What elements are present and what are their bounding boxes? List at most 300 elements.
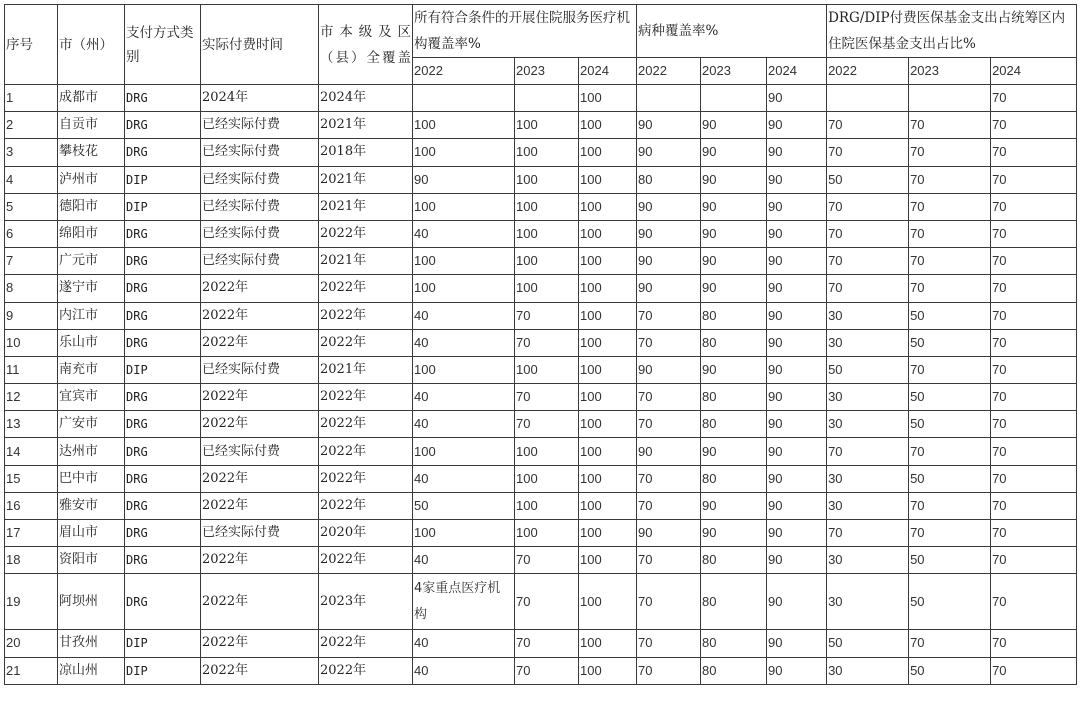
cell-actual-time: 2022年 [201, 329, 319, 356]
cell-institution-coverage: 40 [413, 220, 515, 247]
cell-disease-coverage: 90 [637, 248, 701, 275]
cell-disease-coverage: 70 [637, 302, 701, 329]
cell-institution-coverage: 70 [515, 657, 579, 684]
cell-fund-ratio: 70 [909, 520, 991, 547]
cell-disease-coverage: 70 [637, 329, 701, 356]
cell-seq: 10 [5, 329, 58, 356]
cell-seq: 17 [5, 520, 58, 547]
cell-institution-coverage: 100 [413, 438, 515, 465]
cell-institution-coverage: 100 [579, 630, 637, 657]
cell-fund-ratio: 70 [909, 275, 991, 302]
cell-fund-ratio: 70 [909, 248, 991, 275]
cell-institution-coverage: 100 [579, 112, 637, 139]
cell-pay-type: DRG [125, 547, 201, 574]
cell-institution-coverage: 40 [413, 384, 515, 411]
header-pay-type: 支付方式类别 [125, 5, 201, 85]
cell-institution-coverage: 100 [413, 356, 515, 383]
cell-city: 眉山市 [58, 520, 125, 547]
header-actual-time: 实际付费时间 [201, 5, 319, 85]
cell-fund-ratio: 30 [827, 657, 909, 684]
cell-fund-ratio: 30 [827, 329, 909, 356]
cell-institution-coverage: 100 [579, 520, 637, 547]
cell-disease-coverage: 90 [767, 220, 827, 247]
cell-actual-time: 2022年 [201, 411, 319, 438]
cell-fund-ratio: 50 [909, 465, 991, 492]
cell-disease-coverage: 80 [701, 465, 767, 492]
cell-disease-coverage: 90 [701, 438, 767, 465]
cell-city: 阿坝州 [58, 574, 125, 630]
cell-institution-coverage: 100 [579, 438, 637, 465]
cell-fund-ratio [909, 85, 991, 112]
cell-fund-ratio: 70 [827, 520, 909, 547]
cell-full-coverage: 2021年 [319, 248, 413, 275]
cell-institution-coverage: 70 [515, 630, 579, 657]
cell-disease-coverage: 90 [767, 85, 827, 112]
cell-disease-coverage: 90 [767, 112, 827, 139]
cell-institution-coverage: 100 [515, 492, 579, 519]
cell-disease-coverage: 90 [767, 275, 827, 302]
cell-institution-coverage: 40 [413, 630, 515, 657]
cell-disease-coverage: 90 [767, 465, 827, 492]
cell-actual-time: 2022年 [201, 630, 319, 657]
cell-disease-coverage: 80 [701, 384, 767, 411]
cell-disease-coverage: 80 [701, 547, 767, 574]
cell-city: 德阳市 [58, 193, 125, 220]
cell-city: 广安市 [58, 411, 125, 438]
cell-disease-coverage: 90 [637, 275, 701, 302]
cell-pay-type: DRG [125, 520, 201, 547]
header-year: 2022 [637, 58, 701, 85]
cell-pay-type: DRG [125, 275, 201, 302]
cell-institution-coverage: 100 [579, 248, 637, 275]
cell-fund-ratio: 70 [827, 220, 909, 247]
cell-full-coverage: 2022年 [319, 302, 413, 329]
cell-seq: 12 [5, 384, 58, 411]
table-row [5, 492, 1077, 519]
cell-institution-coverage: 40 [413, 547, 515, 574]
cell-disease-coverage: 90 [637, 356, 701, 383]
cell-institution-coverage: 100 [413, 139, 515, 166]
cell-pay-type: DRG [125, 384, 201, 411]
cell-disease-coverage: 70 [637, 630, 701, 657]
cell-city: 资阳市 [58, 547, 125, 574]
cell-pay-type: DRG [125, 302, 201, 329]
cell-city: 南充市 [58, 356, 125, 383]
cell-disease-coverage: 70 [637, 657, 701, 684]
cell-full-coverage: 2022年 [319, 547, 413, 574]
cell-fund-ratio: 70 [909, 193, 991, 220]
cell-fund-ratio: 70 [991, 630, 1077, 657]
cell-fund-ratio: 70 [991, 492, 1077, 519]
cell-disease-coverage: 90 [701, 356, 767, 383]
cell-fund-ratio: 70 [991, 438, 1077, 465]
cell-institution-coverage: 4家重点医疗机构 [413, 574, 515, 630]
cell-institution-coverage: 100 [579, 465, 637, 492]
cell-institution-coverage: 70 [515, 329, 579, 356]
cell-seq: 2 [5, 112, 58, 139]
cell-fund-ratio: 70 [991, 302, 1077, 329]
table-row [5, 384, 1077, 411]
header-group-disease: 病种覆盖率% [637, 5, 827, 58]
cell-actual-time: 已经实际付费 [201, 220, 319, 247]
cell-fund-ratio: 70 [909, 438, 991, 465]
cell-institution-coverage: 40 [413, 329, 515, 356]
cell-seq: 20 [5, 630, 58, 657]
cell-disease-coverage: 90 [701, 139, 767, 166]
cell-seq: 1 [5, 85, 58, 112]
cell-actual-time: 已经实际付费 [201, 112, 319, 139]
cell-fund-ratio: 70 [991, 112, 1077, 139]
cell-fund-ratio: 70 [991, 220, 1077, 247]
cell-disease-coverage: 90 [767, 248, 827, 275]
cell-fund-ratio: 70 [991, 356, 1077, 383]
cell-fund-ratio: 50 [827, 166, 909, 193]
cell-pay-type: DRG [125, 438, 201, 465]
cell-institution-coverage: 100 [579, 384, 637, 411]
cell-institution-coverage: 70 [515, 574, 579, 630]
cell-fund-ratio: 70 [991, 574, 1077, 630]
cell-fund-ratio: 70 [909, 166, 991, 193]
cell-pay-type: DRG [125, 112, 201, 139]
cell-disease-coverage: 90 [767, 520, 827, 547]
cell-disease-coverage: 90 [637, 520, 701, 547]
cell-disease-coverage: 90 [701, 193, 767, 220]
cell-actual-time: 已经实际付费 [201, 356, 319, 383]
cell-city: 雅安市 [58, 492, 125, 519]
cell-institution-coverage: 100 [515, 465, 579, 492]
cell-disease-coverage: 90 [637, 220, 701, 247]
cell-fund-ratio: 50 [909, 411, 991, 438]
cell-pay-type: DIP [125, 166, 201, 193]
cell-institution-coverage: 100 [515, 139, 579, 166]
cell-pay-type: DIP [125, 630, 201, 657]
cell-disease-coverage: 90 [767, 411, 827, 438]
cell-fund-ratio: 70 [909, 139, 991, 166]
cell-fund-ratio: 50 [909, 574, 991, 630]
cell-institution-coverage: 100 [579, 411, 637, 438]
cell-disease-coverage: 80 [701, 630, 767, 657]
cell-actual-time: 2022年 [201, 275, 319, 302]
cell-fund-ratio: 30 [827, 465, 909, 492]
cell-seq: 11 [5, 356, 58, 383]
header-year: 2023 [515, 58, 579, 85]
cell-institution-coverage: 100 [515, 220, 579, 247]
cell-disease-coverage: 90 [767, 139, 827, 166]
cell-institution-coverage: 100 [579, 139, 637, 166]
table-row [5, 139, 1077, 166]
cell-institution-coverage: 100 [413, 520, 515, 547]
cell-institution-coverage: 100 [579, 657, 637, 684]
cell-institution-coverage: 100 [515, 438, 579, 465]
cell-city: 攀枝花 [58, 139, 125, 166]
cell-pay-type: DIP [125, 193, 201, 220]
cell-fund-ratio: 70 [991, 248, 1077, 275]
cell-full-coverage: 2022年 [319, 329, 413, 356]
cell-disease-coverage: 70 [637, 465, 701, 492]
cell-full-coverage: 2022年 [319, 630, 413, 657]
cell-actual-time: 已经实际付费 [201, 166, 319, 193]
cell-disease-coverage: 90 [767, 547, 827, 574]
cell-disease-coverage: 80 [701, 574, 767, 630]
cell-institution-coverage [515, 85, 579, 112]
cell-institution-coverage: 100 [413, 112, 515, 139]
cell-actual-time: 已经实际付费 [201, 248, 319, 275]
cell-institution-coverage: 70 [515, 411, 579, 438]
cell-disease-coverage: 70 [637, 574, 701, 630]
cell-actual-time: 2022年 [201, 302, 319, 329]
cell-fund-ratio: 70 [827, 193, 909, 220]
cell-city: 成都市 [58, 85, 125, 112]
table-row [5, 630, 1077, 657]
cell-fund-ratio: 70 [991, 193, 1077, 220]
cell-institution-coverage: 100 [515, 166, 579, 193]
cell-fund-ratio: 70 [991, 85, 1077, 112]
cell-fund-ratio: 30 [827, 492, 909, 519]
cell-institution-coverage: 100 [579, 193, 637, 220]
cell-disease-coverage [637, 85, 701, 112]
cell-fund-ratio: 50 [909, 329, 991, 356]
cell-actual-time: 已经实际付费 [201, 438, 319, 465]
header-city: 市（州） [58, 5, 125, 85]
cell-institution-coverage [413, 85, 515, 112]
cell-actual-time: 2022年 [201, 657, 319, 684]
cell-full-coverage: 2020年 [319, 520, 413, 547]
cell-full-coverage: 2021年 [319, 356, 413, 383]
cell-seq: 4 [5, 166, 58, 193]
table-row [5, 356, 1077, 383]
cell-institution-coverage: 100 [515, 356, 579, 383]
cell-fund-ratio: 50 [827, 630, 909, 657]
cell-fund-ratio: 70 [991, 520, 1077, 547]
cell-actual-time: 2022年 [201, 465, 319, 492]
cell-seq: 3 [5, 139, 58, 166]
cell-city: 泸州市 [58, 166, 125, 193]
table-row [5, 411, 1077, 438]
cell-fund-ratio: 70 [909, 492, 991, 519]
cell-city: 自贡市 [58, 112, 125, 139]
table-row [5, 657, 1077, 684]
cell-full-coverage: 2022年 [319, 657, 413, 684]
cell-institution-coverage: 100 [579, 574, 637, 630]
cell-full-coverage: 2022年 [319, 438, 413, 465]
cell-fund-ratio: 30 [827, 411, 909, 438]
cell-city: 绵阳市 [58, 220, 125, 247]
cell-disease-coverage: 90 [637, 139, 701, 166]
cell-fund-ratio: 70 [991, 465, 1077, 492]
cell-disease-coverage: 90 [767, 438, 827, 465]
cell-fund-ratio: 70 [991, 411, 1077, 438]
cell-actual-time: 2022年 [201, 384, 319, 411]
cell-fund-ratio: 70 [827, 275, 909, 302]
table-row [5, 193, 1077, 220]
cell-fund-ratio: 70 [991, 547, 1077, 574]
cell-fund-ratio: 30 [827, 302, 909, 329]
table-row [5, 438, 1077, 465]
cell-city: 甘孜州 [58, 630, 125, 657]
header-year: 2023 [701, 58, 767, 85]
cell-fund-ratio: 50 [909, 384, 991, 411]
cell-institution-coverage: 100 [515, 112, 579, 139]
cell-actual-time: 2024年 [201, 85, 319, 112]
cell-full-coverage: 2022年 [319, 384, 413, 411]
cell-disease-coverage: 90 [701, 520, 767, 547]
cell-fund-ratio: 30 [827, 547, 909, 574]
table-row [5, 112, 1077, 139]
cell-institution-coverage: 100 [413, 193, 515, 220]
cell-seq: 6 [5, 220, 58, 247]
cell-institution-coverage: 100 [413, 275, 515, 302]
table-row [5, 248, 1077, 275]
cell-seq: 5 [5, 193, 58, 220]
cell-disease-coverage: 90 [767, 384, 827, 411]
cell-fund-ratio: 70 [909, 220, 991, 247]
cell-institution-coverage: 100 [579, 220, 637, 247]
cell-pay-type: DRG [125, 465, 201, 492]
cell-fund-ratio: 70 [827, 112, 909, 139]
cell-seq: 7 [5, 248, 58, 275]
cell-institution-coverage: 70 [515, 547, 579, 574]
cell-full-coverage: 2021年 [319, 112, 413, 139]
cell-seq: 9 [5, 302, 58, 329]
cell-institution-coverage: 100 [515, 275, 579, 302]
cell-full-coverage: 2022年 [319, 465, 413, 492]
cell-institution-coverage: 40 [413, 465, 515, 492]
cell-fund-ratio: 70 [991, 139, 1077, 166]
cell-institution-coverage: 70 [515, 384, 579, 411]
cell-institution-coverage: 90 [413, 166, 515, 193]
cell-disease-coverage: 80 [701, 329, 767, 356]
cell-disease-coverage: 90 [767, 574, 827, 630]
cell-city: 宜宾市 [58, 384, 125, 411]
cell-disease-coverage: 90 [767, 302, 827, 329]
cell-actual-time: 已经实际付费 [201, 139, 319, 166]
cell-fund-ratio: 30 [827, 574, 909, 630]
cell-fund-ratio: 70 [827, 248, 909, 275]
cell-disease-coverage: 90 [701, 492, 767, 519]
cell-fund-ratio: 50 [909, 302, 991, 329]
cell-fund-ratio: 50 [827, 356, 909, 383]
cell-full-coverage: 2022年 [319, 220, 413, 247]
cell-institution-coverage: 100 [515, 520, 579, 547]
table-body [5, 85, 1077, 685]
cell-institution-coverage: 40 [413, 657, 515, 684]
cell-fund-ratio: 70 [909, 356, 991, 383]
cell-institution-coverage: 100 [579, 547, 637, 574]
cell-full-coverage: 2024年 [319, 85, 413, 112]
cell-institution-coverage: 100 [579, 166, 637, 193]
cell-city: 乐山市 [58, 329, 125, 356]
cell-disease-coverage: 70 [637, 384, 701, 411]
cell-full-coverage: 2021年 [319, 193, 413, 220]
cell-disease-coverage: 80 [701, 657, 767, 684]
cell-seq: 15 [5, 465, 58, 492]
cell-institution-coverage: 70 [515, 302, 579, 329]
cell-fund-ratio: 50 [909, 547, 991, 574]
cell-fund-ratio: 70 [991, 166, 1077, 193]
cell-disease-coverage: 80 [701, 411, 767, 438]
cell-pay-type: DRG [125, 85, 201, 112]
table-row [5, 166, 1077, 193]
cell-pay-type: DIP [125, 356, 201, 383]
cell-full-coverage: 2022年 [319, 492, 413, 519]
cell-city: 巴中市 [58, 465, 125, 492]
cell-disease-coverage: 90 [701, 220, 767, 247]
table-row [5, 302, 1077, 329]
cell-fund-ratio: 70 [991, 657, 1077, 684]
header-row-main [5, 5, 1077, 58]
header-year: 2022 [827, 58, 909, 85]
cell-full-coverage: 2018年 [319, 139, 413, 166]
header-group-fund: DRG/DIP付费医保基金支出占统筹区内住院医保基金支出占比% [827, 5, 1077, 58]
cell-fund-ratio: 70 [909, 630, 991, 657]
header-year: 2024 [767, 58, 827, 85]
cell-fund-ratio: 70 [991, 275, 1077, 302]
cell-fund-ratio: 70 [991, 329, 1077, 356]
cell-disease-coverage [701, 85, 767, 112]
header-year: 2023 [909, 58, 991, 85]
header-seq: 序号 [5, 5, 58, 85]
header-year: 2022 [413, 58, 515, 85]
cell-pay-type: DIP [125, 657, 201, 684]
cell-disease-coverage: 90 [767, 657, 827, 684]
cell-city: 遂宁市 [58, 275, 125, 302]
cell-actual-time: 2022年 [201, 574, 319, 630]
cell-seq: 21 [5, 657, 58, 684]
cell-institution-coverage: 100 [515, 193, 579, 220]
cell-pay-type: DRG [125, 248, 201, 275]
cell-disease-coverage: 90 [767, 329, 827, 356]
cell-disease-coverage: 70 [637, 492, 701, 519]
table-row [5, 329, 1077, 356]
cell-disease-coverage: 90 [767, 193, 827, 220]
table-row [5, 547, 1077, 574]
cell-pay-type: DRG [125, 411, 201, 438]
cell-disease-coverage: 90 [767, 492, 827, 519]
cell-fund-ratio: 70 [827, 139, 909, 166]
cell-actual-time: 2022年 [201, 547, 319, 574]
cell-disease-coverage: 70 [637, 547, 701, 574]
cell-full-coverage: 2021年 [319, 166, 413, 193]
cell-seq: 8 [5, 275, 58, 302]
cell-actual-time: 已经实际付费 [201, 193, 319, 220]
cell-institution-coverage: 100 [579, 275, 637, 302]
header-group-institution: 所有符合条件的开展住院服务医疗机构覆盖率% [413, 5, 637, 58]
cell-full-coverage: 2022年 [319, 275, 413, 302]
cell-actual-time: 2022年 [201, 492, 319, 519]
cell-full-coverage: 2022年 [319, 411, 413, 438]
cell-institution-coverage: 100 [579, 329, 637, 356]
cell-disease-coverage: 90 [767, 166, 827, 193]
cell-fund-ratio: 70 [991, 384, 1077, 411]
cell-institution-coverage: 100 [515, 248, 579, 275]
cell-institution-coverage: 100 [579, 492, 637, 519]
cell-disease-coverage: 90 [701, 166, 767, 193]
cell-fund-ratio [827, 85, 909, 112]
cell-pay-type: DRG [125, 220, 201, 247]
cell-disease-coverage: 90 [701, 275, 767, 302]
cell-pay-type: DRG [125, 139, 201, 166]
cell-city: 内江市 [58, 302, 125, 329]
cell-seq: 18 [5, 547, 58, 574]
drg-dip-payment-table [4, 4, 1077, 685]
cell-city: 广元市 [58, 248, 125, 275]
cell-institution-coverage: 100 [579, 356, 637, 383]
table-row [5, 220, 1077, 247]
cell-seq: 13 [5, 411, 58, 438]
cell-fund-ratio: 30 [827, 384, 909, 411]
cell-disease-coverage: 90 [767, 356, 827, 383]
table-row [5, 520, 1077, 547]
